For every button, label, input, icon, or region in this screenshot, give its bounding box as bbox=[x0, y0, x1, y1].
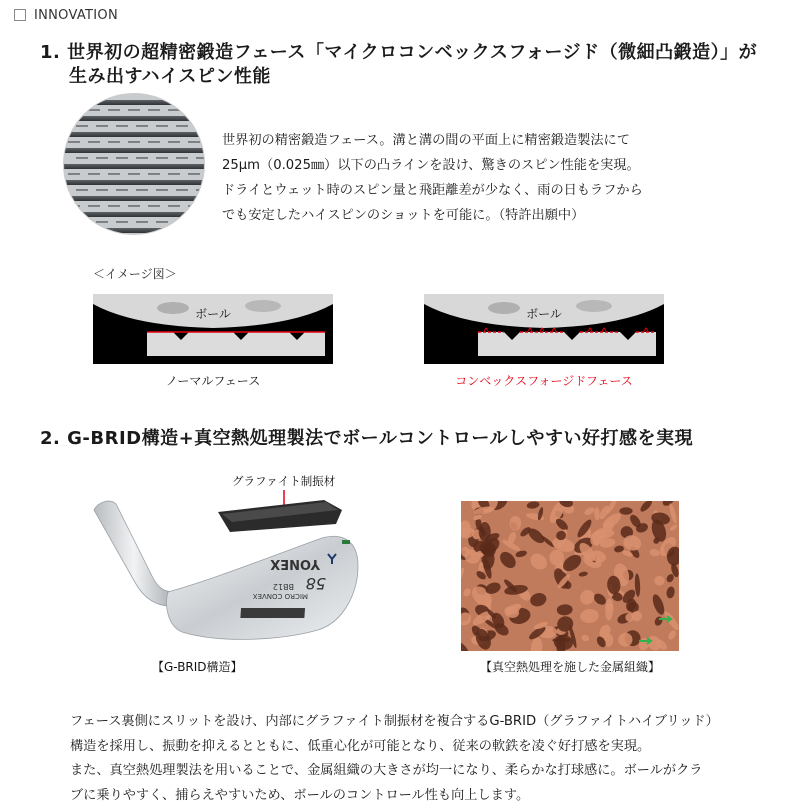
section2-title: 2. G-BRID構造+真空熱処理製法でボールコントロールしやすい好打感を実現 bbox=[40, 428, 693, 449]
section1-title-line2: 生み出すハイスピン性能 bbox=[69, 66, 271, 87]
bounce-text: BB12 bbox=[272, 582, 294, 591]
normal-face-caption: ノーマルフェース bbox=[165, 374, 261, 388]
body-line: 世界初の精密鍛造フェース。溝と溝の間の平面上に精密鍛造製法にて bbox=[222, 133, 630, 148]
gbrid-caption: 【G-BRID構造】 bbox=[152, 660, 243, 674]
body-line: 25μm（0.025㎜）以下の凸ラインを設け、驚きのスピン性能を実現。 bbox=[222, 158, 640, 173]
metal-structure-image bbox=[461, 501, 679, 651]
convex-face-caption: コンベックスフォージドフェース bbox=[455, 374, 633, 388]
wedge-club-image bbox=[82, 480, 372, 650]
metal-structure-caption: 【真空熱処理を施した金属組織】 bbox=[479, 660, 660, 674]
body-line: ブに乗りやすく、捕らえやすいため、ボールのコントロール性も向上します。 bbox=[70, 787, 530, 803]
graphite-label: グラファイト制振材 bbox=[232, 474, 336, 488]
section2-body bbox=[70, 710, 719, 808]
model-text: MICRO CONVEX bbox=[252, 592, 308, 600]
ball-label: ボール bbox=[526, 307, 562, 321]
body-line: また、真空熱処理製法を用いることで、金属組織の大きさが均一になり、柔らかな打球感に。ボールがクラ bbox=[70, 763, 703, 778]
ball-label: ボール bbox=[195, 307, 231, 321]
body-line: フェース裏側にスリットを設け、内部にグラファイト制振材を複合するG-BRID（グラファイトハイブリッド） bbox=[70, 714, 719, 729]
loft-text: 58 bbox=[305, 574, 326, 593]
square-icon bbox=[14, 9, 26, 21]
convex-face-diagram bbox=[424, 294, 664, 364]
section-header bbox=[14, 6, 118, 24]
body-line: でも安定したハイスピンのショットを可能に。（特許出願中） bbox=[222, 208, 585, 223]
section1-body bbox=[222, 128, 643, 228]
brand-text: YONEX bbox=[270, 556, 320, 571]
normal-face-diagram bbox=[93, 294, 333, 364]
section1-title-line1: 1. 世界初の超精密鍛造フェース「マイクロコンベックスフォージド（微細凸鍛造）」が bbox=[40, 42, 758, 63]
body-line: ドライとウェット時のスピン量と飛距離差が少なく、雨の日もラフから bbox=[222, 183, 643, 198]
face-closeup-image bbox=[63, 93, 205, 235]
body-line: 構造を採用し、振動を抑えるとともに、低重心化が可能となり、従来の軟鉄を凌ぐ好打感を実現。 bbox=[70, 738, 651, 754]
header-label: INNOVATION bbox=[34, 7, 118, 23]
image-caption: ＜イメージ図＞ bbox=[93, 267, 177, 281]
